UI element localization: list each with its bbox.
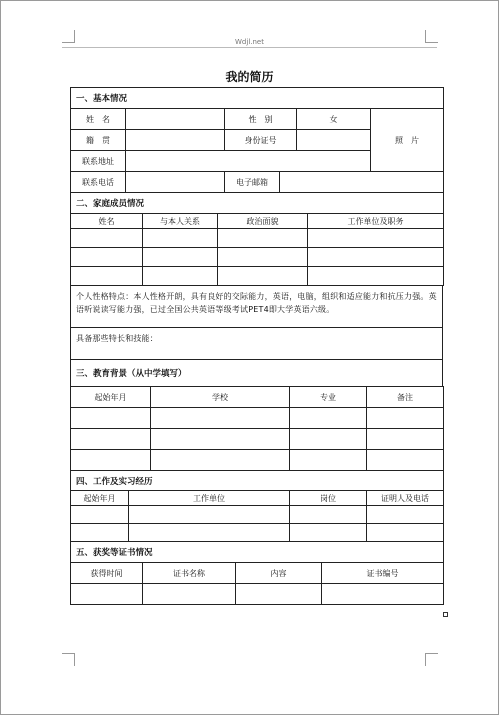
family-col-political: 政治面貌 bbox=[218, 214, 308, 229]
work-col-company: 工作单位 bbox=[129, 491, 290, 506]
resume-title: 我的简历 bbox=[225, 70, 274, 84]
table-row bbox=[71, 229, 444, 248]
work-col-reference: 证明人及电话 bbox=[367, 491, 444, 506]
personality-table bbox=[70, 285, 443, 387]
award-col-cert-name: 证书名称 bbox=[143, 563, 236, 584]
table-row bbox=[71, 408, 444, 429]
address-field[interactable] bbox=[126, 151, 371, 172]
id-label: 身份证号 bbox=[225, 130, 297, 151]
skills-label[interactable]: 具备那些特长和技能： bbox=[71, 328, 443, 360]
resume-form bbox=[70, 87, 443, 605]
personality-text[interactable]: 个人性格特点：本人性格开朗，具有良好的交际能力，英语，电脑，组织和适应能力和抗压力强。英语听说读写能力强，已过全国公共英语等级考试PET4即大学英语六级。 bbox=[71, 286, 443, 328]
education-table bbox=[70, 386, 444, 491]
section-family: 二、家庭成员情况 bbox=[71, 193, 444, 214]
address-label: 联系地址 bbox=[71, 151, 126, 172]
edu-col-school: 学校 bbox=[151, 387, 290, 408]
gender-label: 性 别 bbox=[225, 109, 297, 130]
work-col-position: 岗位 bbox=[290, 491, 367, 506]
section-education: 三、教育背景（从中学填写） bbox=[71, 360, 443, 387]
family-col-name: 姓名 bbox=[71, 214, 143, 229]
header-rule bbox=[62, 47, 437, 48]
gender-value[interactable]: 女 bbox=[297, 109, 371, 130]
table-row bbox=[71, 429, 444, 450]
name-label: 姓 名 bbox=[71, 109, 126, 130]
email-label: 电子邮箱 bbox=[225, 172, 280, 193]
table-row bbox=[71, 248, 444, 267]
photo-box[interactable]: 照 片 bbox=[371, 109, 444, 172]
table-row bbox=[71, 267, 444, 286]
table-row bbox=[71, 524, 444, 542]
work-table bbox=[70, 490, 444, 563]
name-field[interactable] bbox=[126, 109, 225, 130]
work-col-date: 起始年月 bbox=[71, 491, 129, 506]
edu-col-major: 专业 bbox=[290, 387, 367, 408]
section-basic-info: 一、基本情况 bbox=[71, 88, 444, 109]
paragraph-end-mark bbox=[443, 612, 448, 617]
award-col-cert-number: 证书编号 bbox=[322, 563, 444, 584]
id-field[interactable] bbox=[297, 130, 371, 151]
table-row bbox=[71, 584, 444, 605]
family-col-work: 工作单位及职务 bbox=[308, 214, 444, 229]
section-awards: 五、获奖等证书情况 bbox=[71, 542, 444, 563]
origin-label: 籍 贯 bbox=[71, 130, 126, 151]
phone-label: 联系电话 bbox=[71, 172, 126, 193]
edu-col-note: 备注 bbox=[367, 387, 444, 408]
section-work: 四、工作及实习经历 bbox=[71, 471, 444, 491]
page-header: Wdjl.net bbox=[235, 38, 264, 46]
origin-field[interactable] bbox=[126, 130, 225, 151]
award-col-date: 获得时间 bbox=[71, 563, 143, 584]
table-row bbox=[71, 506, 444, 524]
edu-col-date: 起始年月 bbox=[71, 387, 151, 408]
basic-info-table bbox=[70, 87, 444, 214]
phone-field[interactable] bbox=[126, 172, 225, 193]
award-col-content: 内容 bbox=[236, 563, 322, 584]
family-col-relation: 与本人关系 bbox=[143, 214, 218, 229]
email-field[interactable] bbox=[280, 172, 444, 193]
crop-mark-bottom-left bbox=[62, 653, 75, 666]
family-table bbox=[70, 213, 444, 286]
awards-table bbox=[70, 562, 444, 605]
crop-mark-bottom-right bbox=[425, 653, 438, 666]
table-row bbox=[71, 450, 444, 471]
